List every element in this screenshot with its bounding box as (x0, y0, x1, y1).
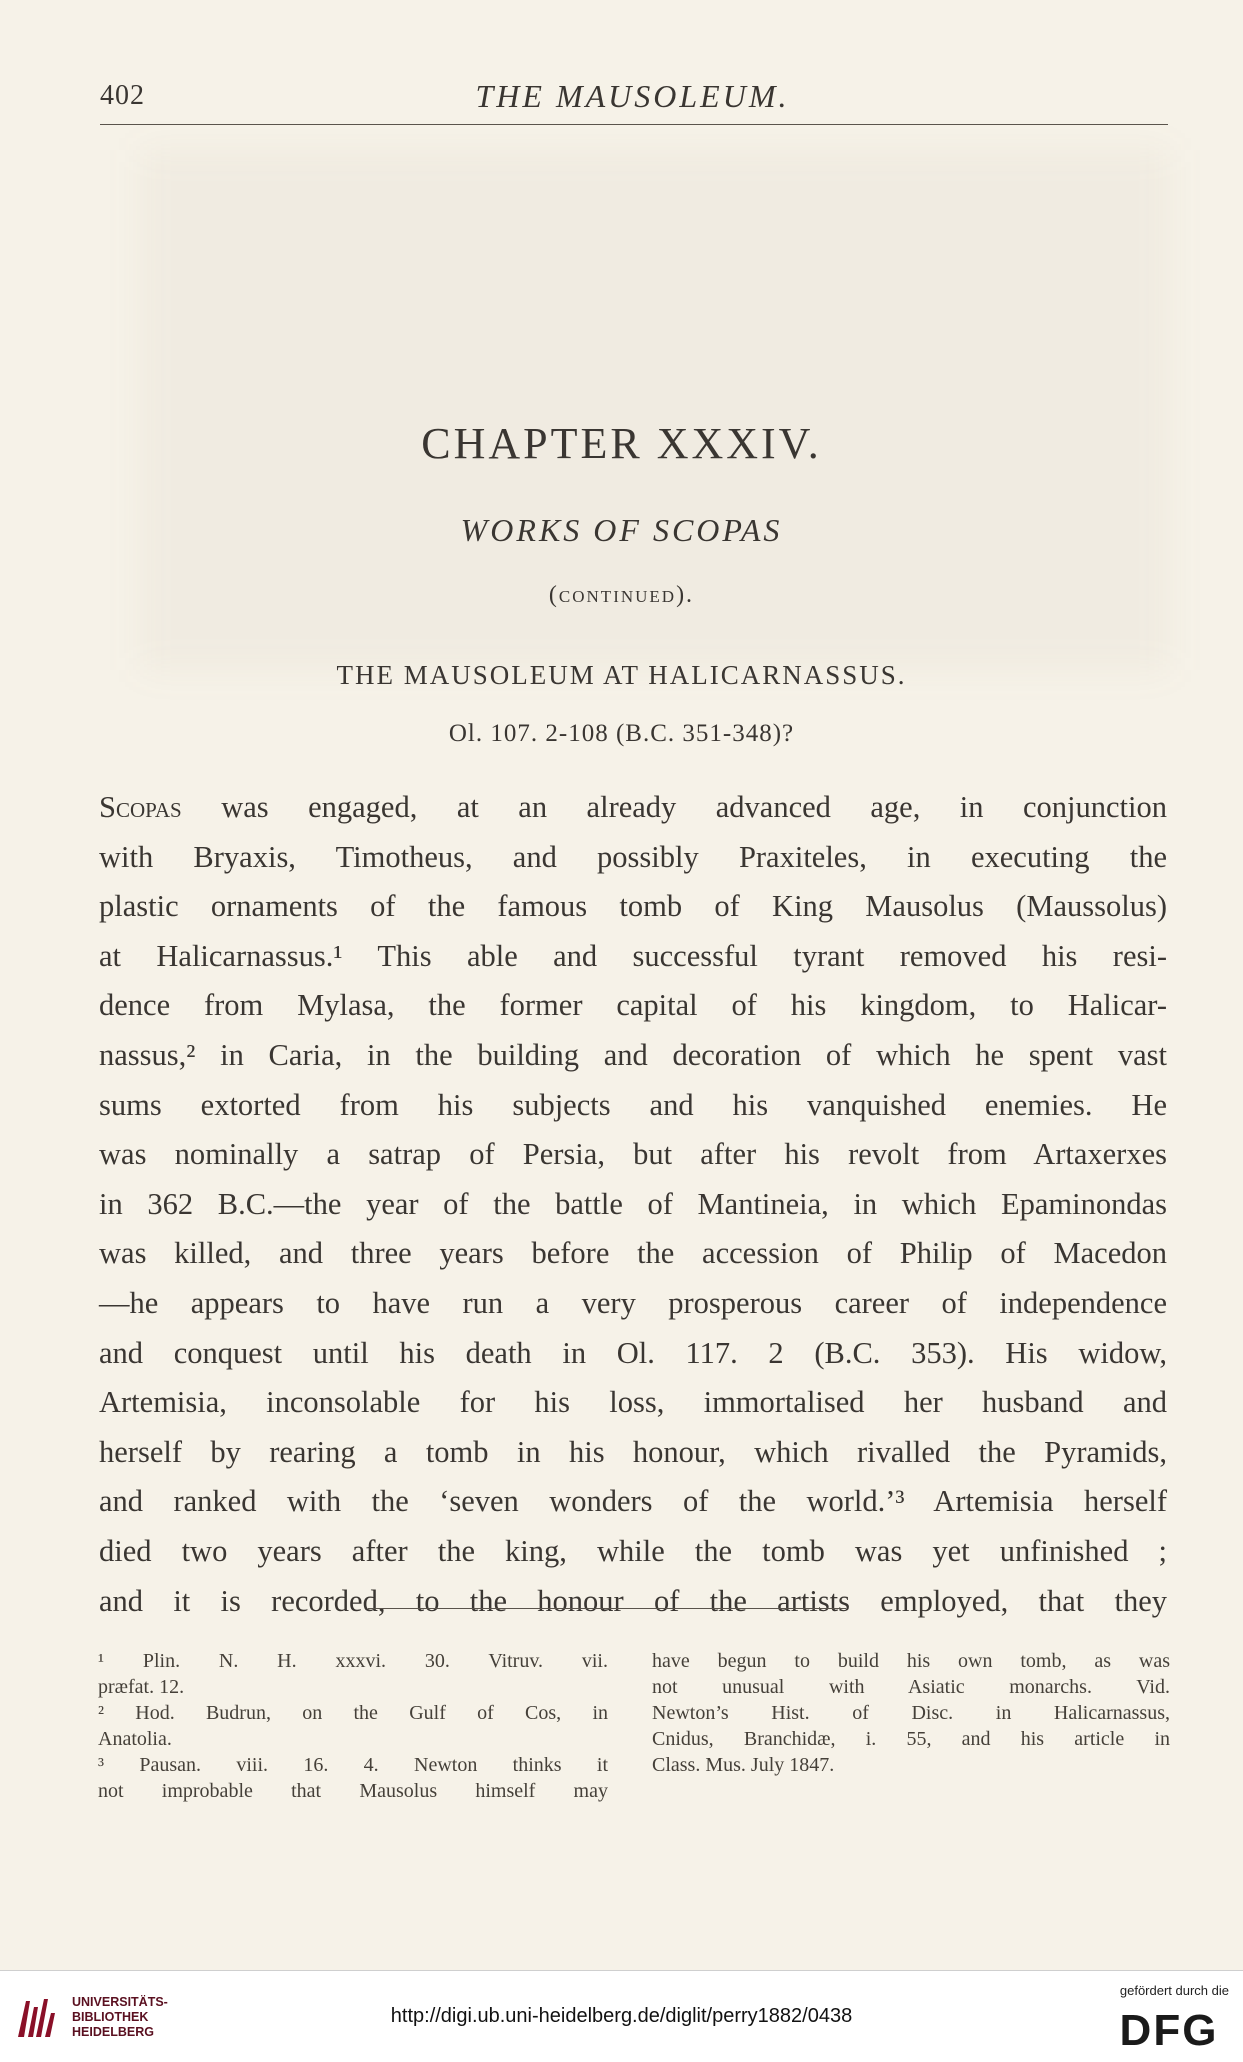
footnote-line: Cnidus, Branchidæ, i. 55, and his article in (652, 1728, 1170, 1750)
source-url-link[interactable]: http://digi.ub.uni-heidelberg.de/diglit/perry1882/0438 (390, 2005, 853, 2027)
svg-text:DFG: DFG (1119, 2006, 1219, 2051)
footnote-rule (368, 1608, 846, 1609)
footnote-line: Newton’s Hist. of Disc. in Halicarnassus, (652, 1702, 1170, 1724)
header-rule (100, 124, 1168, 125)
footnote-line: præfat. 12. (98, 1676, 185, 1698)
body-line: died two years after the king, while the tomb was yet unfinished ; (99, 1533, 1167, 1568)
body-line: with Bryaxis, Timotheus, and possibly Praxiteles, in executing the (99, 839, 1167, 874)
body-text (99, 783, 1167, 1626)
footnote-line: Class. Mus. July 1847. (652, 1754, 835, 1776)
footnote-line: have begun to build his own tomb, as was (652, 1650, 1170, 1672)
lead-word: Scopas (99, 790, 182, 824)
body-line: and it is recorded, to the honour of the artists employed, that they (99, 1583, 1167, 1618)
body-line: and conquest until his death in Ol. 117. 2 (B.C. 353). His widow, (99, 1335, 1167, 1370)
body-line: Scopas was engaged, at an already advanced age, in conjunction (99, 790, 1167, 824)
continued-note: (continued). (548, 582, 695, 608)
date-line: Ol. 107. 2-108 (B.C. 351-348)? (448, 720, 795, 747)
footnote-line: not improbable that Mausolus himself may (98, 1780, 608, 1802)
body-line: Artemisia, inconsolable for his loss, immortalised her husband and (99, 1385, 1167, 1420)
body-line: was killed, and three years before the accession of Philip of Macedon (99, 1236, 1167, 1271)
body-line: herself by rearing a tomb in his honour, which rivalled the Pyramids, (99, 1434, 1167, 1469)
footnotes-left-column (98, 1648, 608, 1804)
sponsor-note: gefördert durch die (1119, 1983, 1229, 1998)
page-header (100, 72, 1165, 122)
page-number: 402 (100, 80, 145, 111)
chapter-subtitle: WORKS OF SCOPAS (460, 512, 783, 548)
footnotes-right-column (652, 1648, 1170, 1778)
section-heading: THE MAUSOLEUM AT HALICARNASSUS. (336, 660, 907, 690)
chapter-heading: CHAPTER XXXIV. (421, 419, 822, 468)
footnote-line: ¹ Plin. N. H. xxxvi. 30. Vitruv. vii. (98, 1650, 608, 1672)
body-line: was nominally a satrap of Persia, but after his revolt from Artaxerxes (99, 1137, 1167, 1172)
body-line: at Halicarnassus.¹ This able and successful tyrant removed his resi- (99, 938, 1167, 973)
footnote-line: not unusual with Asiatic monarchs. Vid. (652, 1676, 1170, 1698)
footnote-line: ² Hod. Budrun, on the Gulf of Cos, in (98, 1702, 608, 1724)
body-line: —he appears to have run a very prosperous career of independence (99, 1285, 1167, 1320)
footnote-line: Anatolia. (98, 1728, 172, 1750)
body-line: plastic ornaments of the famous tomb of King Mausolus (Maussolus) (99, 889, 1167, 924)
body-line: sums extorted from his subjects and his vanquished enemies. He (99, 1087, 1167, 1122)
library-name: UNIVERSITÄTS- BIBLIOTHEK HEIDELBERG (72, 1995, 168, 2039)
dfg-logo-icon (1109, 2005, 1229, 2051)
running-title: THE MAUSOLEUM. (475, 78, 790, 114)
body-line: and ranked with the ‘seven wonders of the world.’³ Artemisia herself (99, 1484, 1167, 1519)
footnote-line: ³ Pausan. viii. 16. 4. Newton thinks it (98, 1754, 608, 1776)
body-line: dence from Mylasa, the former capital of his kingdom, to Halicar- (99, 988, 1167, 1023)
body-line: in 362 B.C.—the year of the battle of Mantineia, in which Epaminondas (99, 1186, 1167, 1221)
body-line: nassus,² in Caria, in the building and decoration of which he spent vast (99, 1037, 1167, 1072)
digitization-footer (0, 1970, 1243, 2062)
